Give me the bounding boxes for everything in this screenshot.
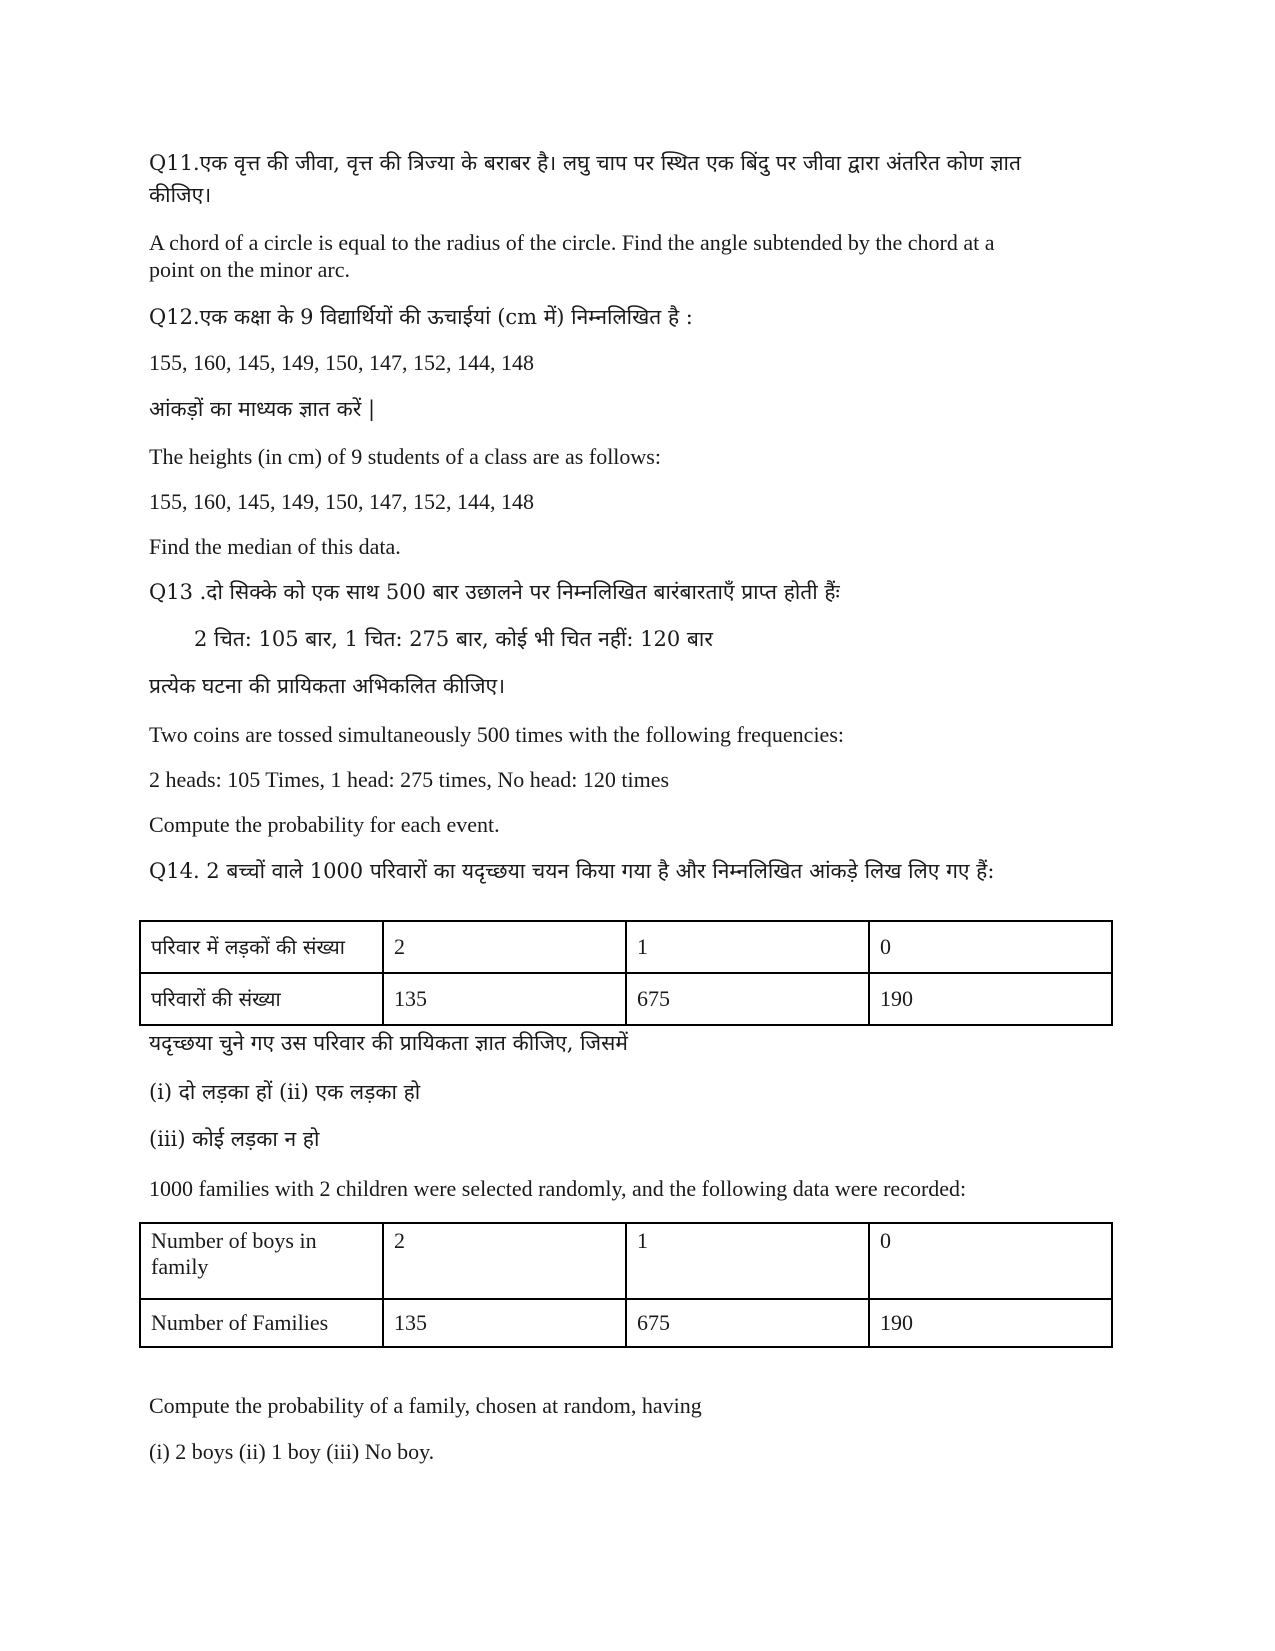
table-cell: 2 [383, 921, 626, 973]
q13-english-frequencies: 2 heads: 105 Times, 1 head: 275 times, No head: 120 times [149, 767, 670, 792]
table-row [140, 1223, 1112, 1299]
table-cell-label: Number of Families [140, 1299, 383, 1347]
q14-hindi-table [139, 920, 1113, 1026]
q13-hindi-heading: Q13 .दो सिक्के को एक साथ 500 बार उछालने पर निम्नलिखित बारंबारताएँ प्राप्त होती हैंः [149, 580, 840, 604]
q14-english-options: (i) 2 boys (ii) 1 boy (iii) No boy. [149, 1439, 435, 1464]
q14-english-heading: 1000 families with 2 children were selected randomly, and the following data were recorded: [149, 1176, 967, 1201]
q12-hindi-values: 155, 160, 145, 149, 150, 147, 152, 144, 148 [149, 350, 534, 375]
table-row [140, 1299, 1112, 1347]
table-cell: 190 [869, 1299, 1112, 1347]
q13-hindi-task: प्रत्येक घटना की प्रायिकता अभिकलित कीजिए। [149, 674, 506, 698]
table-cell: 0 [869, 1223, 1112, 1299]
table-cell: 135 [383, 1299, 626, 1347]
table-cell: 1 [626, 921, 869, 973]
q11-hindi-line-1: Q11.एक वृत्त की जीवा, वृत्त की त्रिज्या के बराबर है। लघु चाप पर स्थित एक बिंदु पर जीवा द्वारा अंतरित कोण ज्ञात [149, 151, 1021, 175]
q11-english-line-2: point on the minor arc. [149, 257, 351, 282]
q14-hindi-options-2: (iii) कोई लड़का न हो [149, 1127, 320, 1151]
table-row [140, 921, 1112, 973]
q14-hindi-options-1: (i) दो लड़का हों (ii) एक लड़का हो [149, 1080, 421, 1104]
q11-hindi-line-2: कीजिए। [149, 183, 212, 207]
table-cell: 675 [626, 973, 869, 1025]
table-cell: 1 [626, 1223, 869, 1299]
q14-english-task: Compute the probability of a family, chosen at random, having [149, 1393, 702, 1418]
table-cell: 190 [869, 973, 1112, 1025]
q13-hindi-frequencies: 2 चित: 105 बार, 1 चित: 275 बार, कोई भी चित नहीं: 120 बार [194, 627, 713, 651]
q13-english-task: Compute the probability for each event. [149, 812, 500, 837]
q14-english-table [139, 1222, 1113, 1348]
table-cell-label: Number of boys in family [140, 1223, 383, 1299]
table-cell: 675 [626, 1299, 869, 1347]
q12-english-values: 155, 160, 145, 149, 150, 147, 152, 144, 148 [149, 489, 534, 514]
q13-english-heading: Two coins are tossed simultaneously 500 times with the following frequencies: [149, 722, 844, 747]
q12-hindi-task: आंकड़ों का माध्यक ज्ञात करें | [149, 397, 376, 421]
table-cell-label: परिवारों की संख्या [140, 973, 383, 1025]
q14-hindi-task: यदृच्छया चुने गए उस परिवार की प्रायिकता ज्ञात कीजिए, जिसमें [149, 1031, 628, 1055]
q11-english-line-1: A chord of a circle is equal to the radius of the circle. Find the angle subtended by the chord at a [149, 230, 995, 255]
table-cell: 2 [383, 1223, 626, 1299]
q12-english-task: Find the median of this data. [149, 534, 401, 559]
table-cell-label: परिवार में लड़कों की संख्या [140, 921, 383, 973]
table-row [140, 973, 1112, 1025]
q14-hindi-heading: Q14. 2 बच्चों वाले 1000 परिवारों का यदृच्छया चयन किया गया है और निम्नलिखित आंकड़े लिख लिए गए हैं: [149, 859, 995, 883]
table-cell: 135 [383, 973, 626, 1025]
q12-english-heading: The heights (in cm) of 9 students of a class are as follows: [149, 444, 661, 469]
table-cell: 0 [869, 921, 1112, 973]
q12-hindi-heading: Q12.एक कक्षा के 9 विद्यार्थियों की ऊचाईयां (cm में) निम्नलिखित है : [149, 305, 693, 329]
